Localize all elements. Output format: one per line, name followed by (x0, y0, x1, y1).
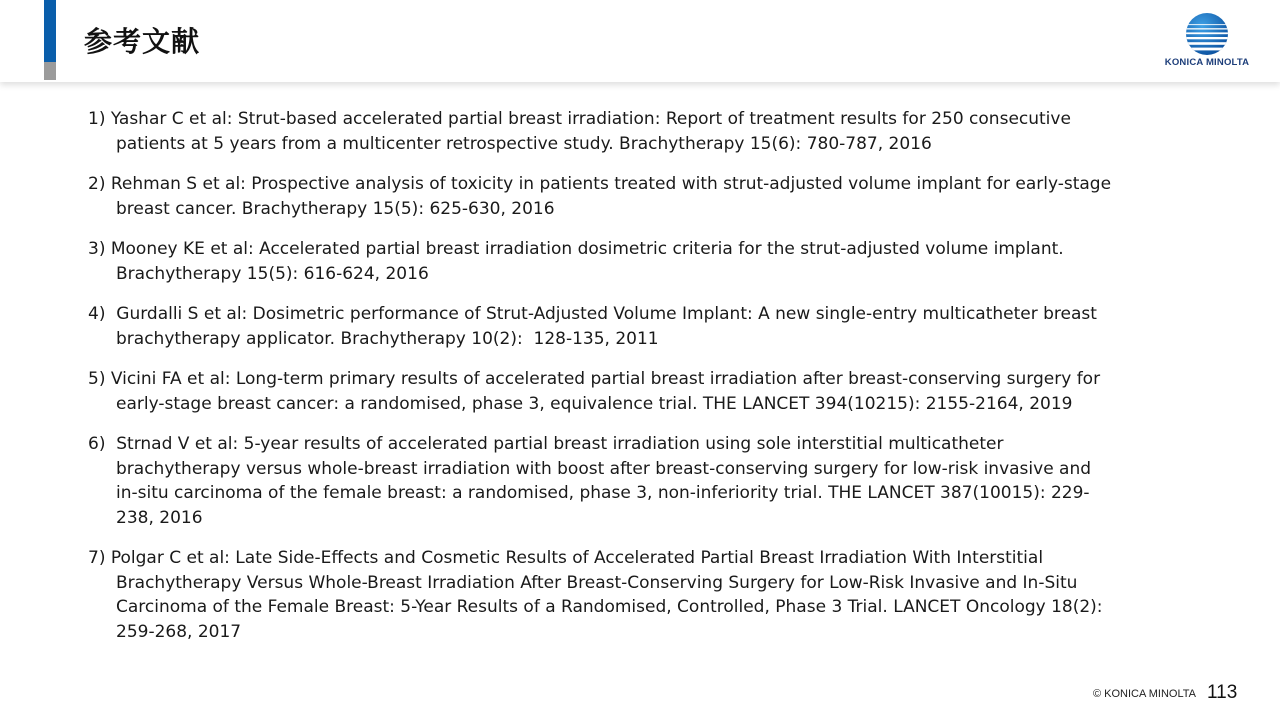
reference-item (88, 367, 1208, 416)
page-number: 113 (1207, 682, 1238, 703)
reference-list (88, 107, 1208, 660)
reference-line: Mooney KE et al: Accelerated partial breast irradiation dosimetric criteria for the strut-adjusted volume implant. (110, 239, 1064, 259)
footer-copyright: © KONICA MINOLTA (1092, 688, 1196, 700)
reference-number: 6) (88, 434, 117, 454)
reference-number: 7) (88, 548, 111, 568)
reference-line: Brachytherapy 15(5): 616-624, 2016 (116, 263, 429, 284)
reference-item (88, 432, 1208, 530)
reference-line: 259-268, 2017 (116, 621, 242, 642)
title-accent-bar (44, 0, 56, 62)
reference-item (88, 172, 1208, 221)
reference-line: early-stage breast cancer: a randomised, phase 3, equivalence trial. THE LANCET 394(10215): 2155-2164, 2019 (116, 393, 1073, 414)
page-title: 参考文献 (84, 25, 201, 58)
reference-line: brachytherapy applicator. Brachytherapy 10(2): 128-135, 2011 (116, 328, 659, 349)
reference-item (88, 546, 1208, 644)
reference-line: brachytherapy versus whole-breast irradiation with boost after breast-conserving surgery for low-risk invasive and (116, 458, 1092, 479)
reference-number: 1) (88, 109, 111, 129)
reference-number: 5) (88, 369, 111, 389)
reference-line: breast cancer. Brachytherapy 15(5): 625-630, 2016 (116, 198, 555, 219)
reference-item (88, 302, 1208, 351)
reference-number: 2) (88, 174, 111, 194)
reference-line: Carcinoma of the Female Breast: 5-Year Results of a Randomised, Controlled, Phase 3 Trial. LANCET Oncology 18(2): (116, 597, 1103, 617)
reference-line: patients at 5 years from a multicenter retrospective study. Brachytherapy 15(6): 780-787, 2016 (116, 133, 932, 154)
reference-line: Yashar C et al: Strut-based accelerated partial breast irradiation: Report of treatment results for 250 consecutive (110, 109, 1071, 129)
reference-line: Brachytherapy Versus Whole-Breast Irradiation After Breast-Conserving Surgery for Low-Risk Invasive and In-Situ (116, 572, 1078, 593)
reference-line: Gurdalli S et al: Dosimetric performance of Strut-Adjusted Volume Implant: A new single-entry multicatheter breast (116, 304, 1097, 324)
reference-line: Polgar C et al: Late Side-Effects and Cosmetic Results of Accelerated Partial Breast Irradiation With Interstitial (110, 548, 1044, 568)
reference-line: 238, 2016 (116, 507, 203, 528)
reference-number: 4) (88, 304, 117, 324)
slide-header (0, 0, 1280, 82)
logo-wordmark: KONICA MINOLTA (1164, 57, 1250, 68)
reference-line: Vicini FA et al: Long-term primary results of accelerated partial breast irradiation after breast-conserving surgery for (110, 369, 1101, 389)
globe-logo-icon (1185, 12, 1229, 56)
title-accent-bar-gray (44, 62, 56, 80)
reference-item (88, 237, 1208, 286)
konica-minolta-logo (1158, 12, 1256, 72)
reference-line: Rehman S et al: Prospective analysis of toxicity in patients treated with strut-adjusted volume implant for early-stage (110, 174, 1112, 194)
reference-item (88, 107, 1208, 156)
reference-line: Strnad V et al: 5-year results of accelerated partial breast irradiation using sole interstitial multicatheter (116, 434, 1004, 454)
reference-number: 3) (88, 239, 111, 259)
reference-line: in-situ carcinoma of the female breast: a randomised, phase 3, non-inferiority trial. THE LANCET 387(10015): 229- (116, 483, 1090, 503)
